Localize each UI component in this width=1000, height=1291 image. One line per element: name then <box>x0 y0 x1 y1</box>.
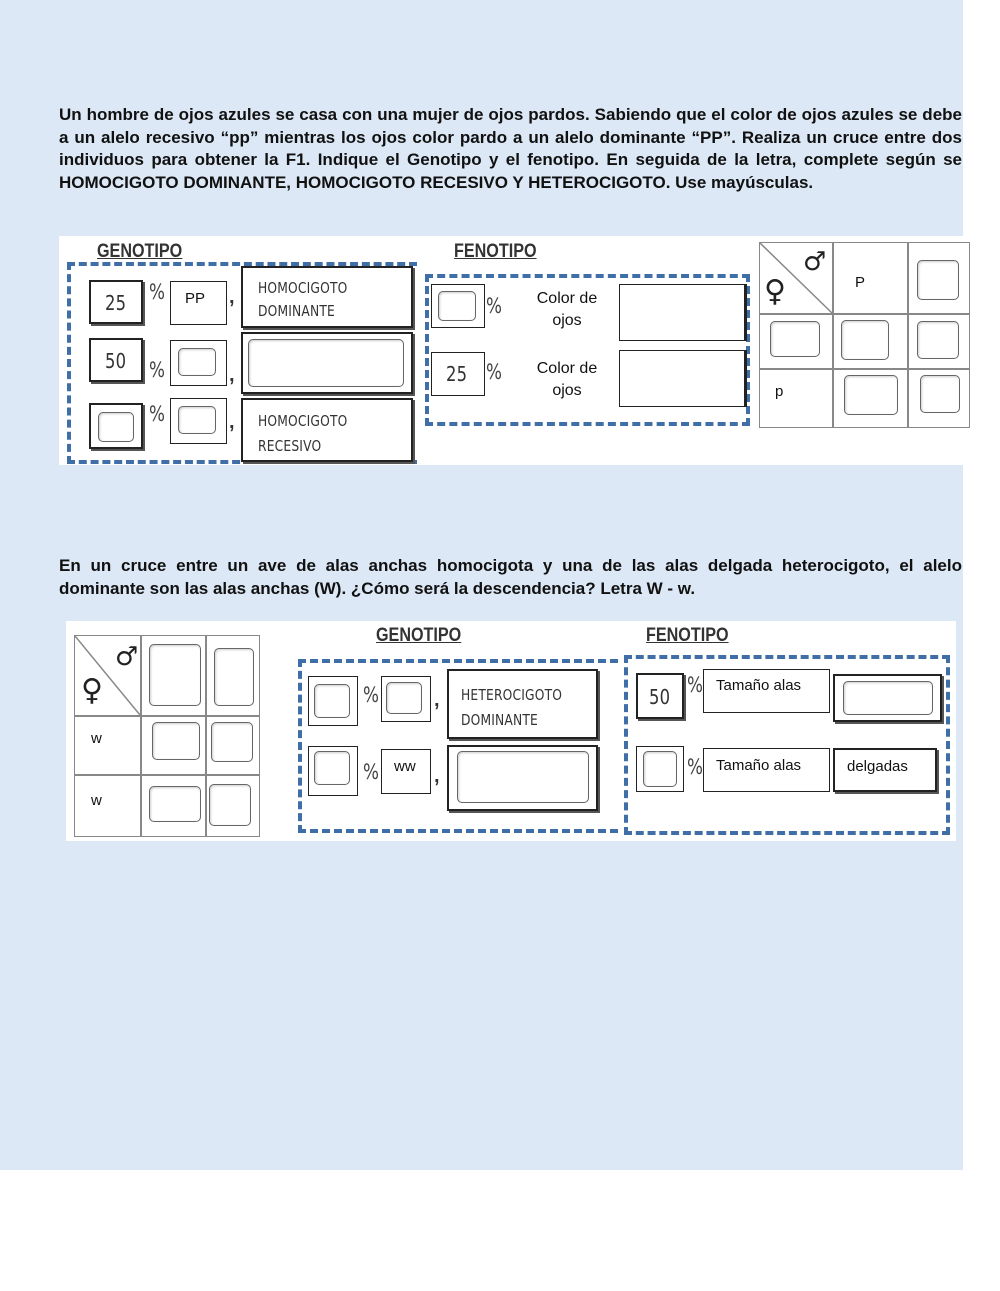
geno2-label-1-line2: DOMINANTE <box>461 711 538 729</box>
punnett-left-allele-2: p <box>775 383 784 400</box>
comma: , <box>229 364 235 386</box>
punnett-cell-2-1[interactable] <box>844 375 898 415</box>
geno-label-3-line1: HOMOCIGOTO <box>258 412 348 430</box>
feno2-answer-box-2[interactable] <box>833 748 937 792</box>
geno-percent-box-2[interactable] <box>89 338 143 382</box>
feno2-answer-value-2: delgadas <box>847 758 908 775</box>
punnett2-top-allele-2-input[interactable] <box>214 648 254 706</box>
geno-label-3-line2: RECESIVO <box>258 437 322 455</box>
percent-sign: % <box>149 280 165 304</box>
feno-label-2-line1: Color de <box>536 360 598 377</box>
feno-percent-input-1[interactable] <box>438 291 476 321</box>
punnett2-cell-2-2[interactable] <box>209 784 251 826</box>
punnett2-left-allele-2: w <box>91 792 102 809</box>
punnett-top-allele-2-input[interactable] <box>917 260 959 300</box>
punnett-top-allele-1: P <box>855 274 866 291</box>
feno2-percent-box-2[interactable] <box>636 746 684 792</box>
geno-genotype-box-1[interactable] <box>170 281 227 325</box>
percent-sign: % <box>149 358 165 382</box>
percent-sign: % <box>687 755 703 779</box>
geno-genotype-input-2[interactable] <box>178 348 216 376</box>
feno2-percent-box-1[interactable] <box>636 673 684 719</box>
percent-sign: % <box>687 673 703 697</box>
punnett-square-1 <box>759 242 970 428</box>
genotipo-header: GENOTIPO <box>376 625 462 646</box>
geno2-label-box-2[interactable] <box>447 745 598 811</box>
feno-percent-box-1[interactable] <box>431 284 485 328</box>
feno-label-1-line1: Color de <box>536 290 598 307</box>
geno-label-box-3[interactable] <box>241 398 413 462</box>
exercise-2-panel <box>66 621 956 841</box>
geno-genotype-box-2[interactable] <box>170 340 227 386</box>
geno-percent-box-3[interactable] <box>89 403 143 449</box>
male-symbol-icon: ♂ <box>115 642 139 672</box>
percent-sign: % <box>363 760 379 784</box>
feno2-percent-input-2[interactable] <box>643 751 677 787</box>
geno2-label-1-line1: HETEROCIGOTO <box>461 686 563 704</box>
geno-percent-value-1: 25 <box>105 291 127 315</box>
geno2-percent-box-1[interactable] <box>308 676 358 726</box>
feno-label-2-line2: ojos <box>552 382 582 399</box>
female-symbol-icon: ♀ <box>764 274 786 309</box>
feno2-label-1: Tamaño alas <box>716 677 802 694</box>
percent-sign: % <box>486 360 502 384</box>
feno2-percent-value-1: 50 <box>649 685 671 709</box>
feno-label-1-line2: ojos <box>552 312 582 329</box>
punnett2-cell-1-2[interactable] <box>211 722 253 762</box>
percent-sign: % <box>363 683 379 707</box>
feno2-answer-box-1[interactable] <box>833 674 942 722</box>
geno-label-1-line1: HOMOCIGOTO <box>258 279 348 297</box>
geno2-label-box-1[interactable] <box>447 669 598 739</box>
geno-label-1-line2: DOMINANTE <box>258 302 335 320</box>
punnett-cell-2-2[interactable] <box>920 375 960 413</box>
punnett2-top-allele-1-input[interactable] <box>149 644 201 706</box>
feno-answer-box-2[interactable] <box>619 350 747 407</box>
feno2-label-box-1 <box>703 669 830 713</box>
punnett2-cell-1-1[interactable] <box>152 722 200 760</box>
comma: , <box>434 765 440 787</box>
grid-line <box>907 243 909 427</box>
exercise-1-instructions: Un hombre de ojos azules se casa con una mujer de ojos pardos. Sabiendo que el color de ojos azules se debe a un alelo recesivo “pp” mientras los ojos color pardo a un alelo dominante “PP”. Realiza un cruce entre dos individuos para obtener la F1. Indique el Genotipo y el fenotipo. En seguida de la letra, complete según se HOMOCIGOTO DOMINANTE, HOMOCIGOTO RECESIVO Y HETEROCIGOTO. Use mayúsculas. <box>59 105 962 192</box>
geno2-percent-input-1[interactable] <box>314 684 350 718</box>
feno-label-2 <box>517 358 617 402</box>
feno-answer-box-1[interactable] <box>619 284 747 341</box>
geno-label-box-1[interactable] <box>241 266 413 328</box>
genotipo-header: GENOTIPO <box>97 241 183 262</box>
geno-label-input-2[interactable] <box>248 339 404 387</box>
comma: , <box>229 286 235 308</box>
fenotipo-header: FENOTIPO <box>454 241 537 262</box>
geno2-genotype-input-1[interactable] <box>386 682 422 714</box>
punnett-square-2 <box>74 635 260 837</box>
comma: , <box>229 411 235 433</box>
geno2-label-input-2[interactable] <box>457 751 589 803</box>
punnett2-cell-2-1[interactable] <box>149 786 201 822</box>
geno2-genotype-box-1[interactable] <box>381 676 431 722</box>
geno-label-box-2[interactable] <box>241 332 413 394</box>
feno-label-1 <box>517 288 617 332</box>
feno2-answer-input-1[interactable] <box>843 681 933 715</box>
exercise-2-instructions: En un cruce entre un ave de alas anchas homocigota y una de las alas delgada heterocigoto, el alelo dominante son las alas anchas (W). ¿Cómo será la descendencia? Letra W - w. <box>59 556 962 598</box>
exercise-1-panel <box>59 236 972 465</box>
geno-percent-box-1[interactable] <box>89 280 143 324</box>
feno2-label-box-2 <box>703 748 830 792</box>
punnett-cell-1-2[interactable] <box>917 321 959 359</box>
geno2-percent-input-2[interactable] <box>314 751 350 785</box>
feno2-label-2: Tamaño alas <box>716 757 802 774</box>
feno-percent-box-2[interactable] <box>431 352 485 396</box>
geno-genotype-box-3[interactable] <box>170 398 227 444</box>
comma: , <box>434 689 440 711</box>
geno2-genotype-box-2[interactable] <box>381 749 431 794</box>
punnett2-left-allele-1: w <box>91 730 102 747</box>
female-symbol-icon: ♀ <box>81 673 103 708</box>
feno-percent-value-2: 25 <box>446 362 468 386</box>
punnett-cell-1-1[interactable] <box>841 320 889 360</box>
geno-percent-input-3[interactable] <box>98 412 134 442</box>
geno-percent-value-2: 50 <box>105 349 127 373</box>
male-symbol-icon: ♂ <box>803 247 827 277</box>
geno2-genotype-value-2: ww <box>394 758 416 775</box>
percent-sign: % <box>486 294 502 318</box>
punnett-left-allele-1-input[interactable] <box>770 321 820 357</box>
grid-line <box>760 368 969 370</box>
grid-line <box>205 636 207 836</box>
fenotipo-header: FENOTIPO <box>646 625 729 646</box>
geno2-percent-box-2[interactable] <box>308 746 358 796</box>
grid-line <box>75 774 259 776</box>
geno-genotype-value-1: PP <box>185 290 206 307</box>
geno-genotype-input-3[interactable] <box>178 406 216 434</box>
percent-sign: % <box>149 402 165 426</box>
